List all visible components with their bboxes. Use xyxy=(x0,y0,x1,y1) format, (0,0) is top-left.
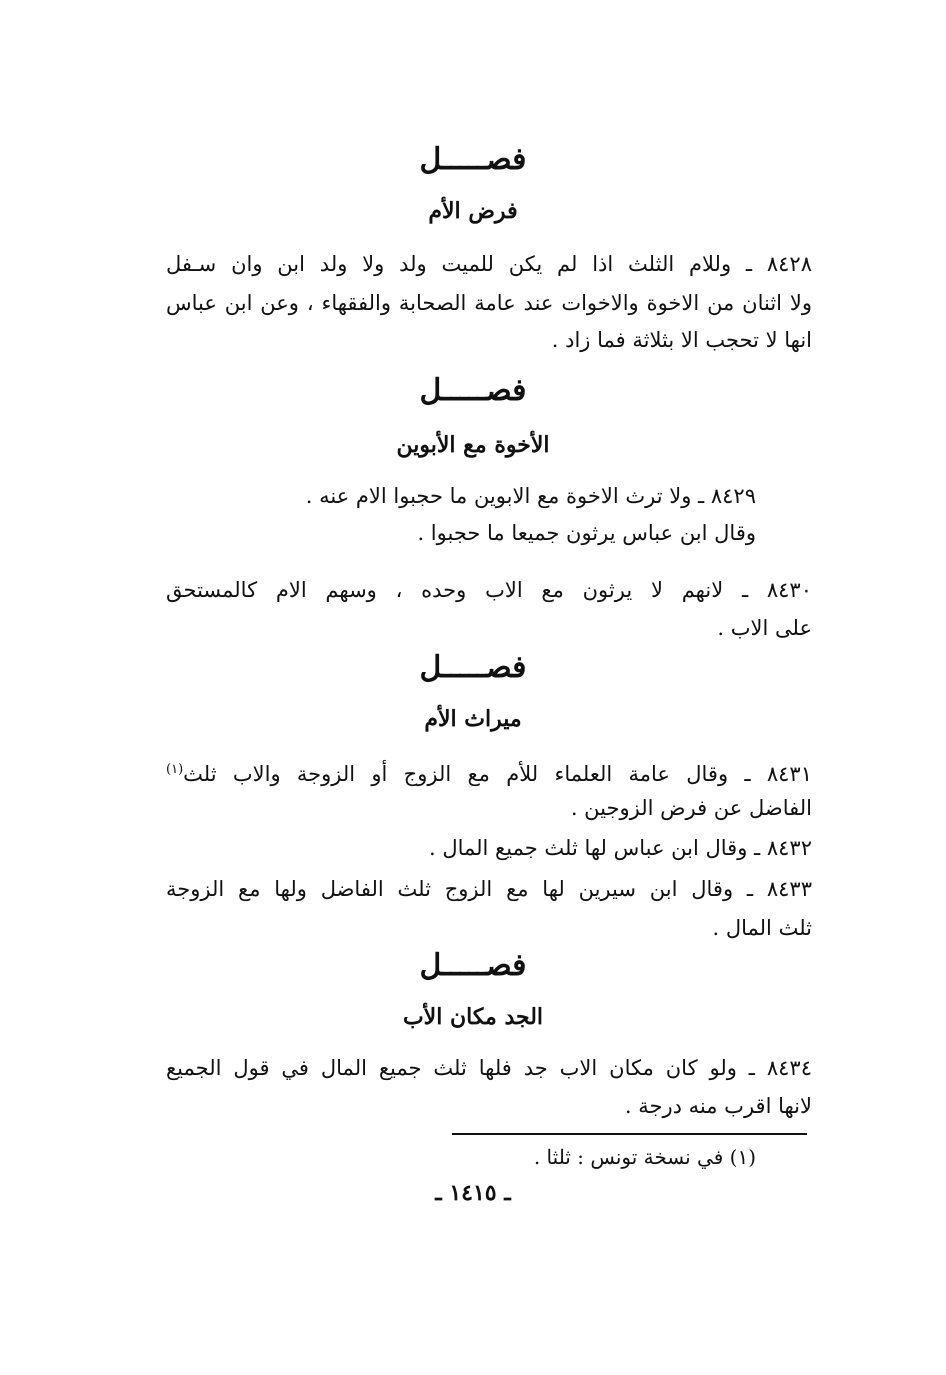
text-line: انها لا تحجب الا بثلاثة فما زاد . xyxy=(551,328,812,352)
text-line: ٨٤٢٩ ـ ولا ترث الاخوة مع الابوين ما حجبوا الام عنه . xyxy=(305,484,756,508)
section-heading: الجد مكان الأب xyxy=(402,1004,544,1030)
section-divider-title: فصـــــل xyxy=(419,650,527,685)
section-heading: ميراث الأم xyxy=(424,706,522,732)
text-line xyxy=(166,754,812,790)
footnote-separator xyxy=(452,1133,807,1135)
footnote-ref: (١) xyxy=(166,762,184,777)
text-line-body: ٨٤٣١ ـ وقال عامة العلماء للأم مع الزوج أو الزوجة والاب ثلث xyxy=(183,762,812,786)
text-line: ٨٤٣٤ ـ ولو كان مكان الاب جد فلها ثلث جميع المال في قول الجميع xyxy=(166,1056,812,1080)
text-line: ٨٤٣٢ ـ وقال ابن عباس لها ثلث جميع المال . xyxy=(429,836,812,860)
footnote: (١) في نسخة تونس : ثلثا . xyxy=(533,1145,756,1169)
section-divider-title: فصـــــل xyxy=(419,948,527,983)
text-line: ٨٤٣٠ ـ لانهم لا يرثون مع الاب وحده ، وسهم الام كالمستحق xyxy=(166,578,812,602)
section-divider-title: فصـــــل xyxy=(419,142,527,177)
text-line: الفاضل عن فرض الزوجين . xyxy=(570,796,812,820)
section-heading: الأخوة مع الأبوين xyxy=(396,432,550,458)
text-line: لانها اقرب منه درجة . xyxy=(624,1094,812,1118)
text-line: ولا اثنان من الاخوة والاخوات عند عامة الصحابة والفقهاء ، وعن ابن عباس xyxy=(166,291,812,315)
text-line: ثلث المال . xyxy=(712,916,812,940)
text-line: ٨٤٢٨ ـ وللام الثلث اذا لم يكن للميت ولد ولا ولد ابن وان سـفل xyxy=(166,252,812,276)
section-heading: فرض الأم xyxy=(428,198,518,224)
text-line: وقال ابن عباس يرثون جميعا ما حجبوا . xyxy=(417,521,756,545)
page-number: ـ ١٤١٥ ـ xyxy=(435,1180,511,1206)
section-divider-title: فصـــــل xyxy=(419,373,527,408)
text-line: على الاب . xyxy=(717,616,812,640)
text-line: ٨٤٣٣ ـ وقال ابن سيرين لها مع الزوج ثلث الفاضل ولها مع الزوجة xyxy=(166,877,812,901)
